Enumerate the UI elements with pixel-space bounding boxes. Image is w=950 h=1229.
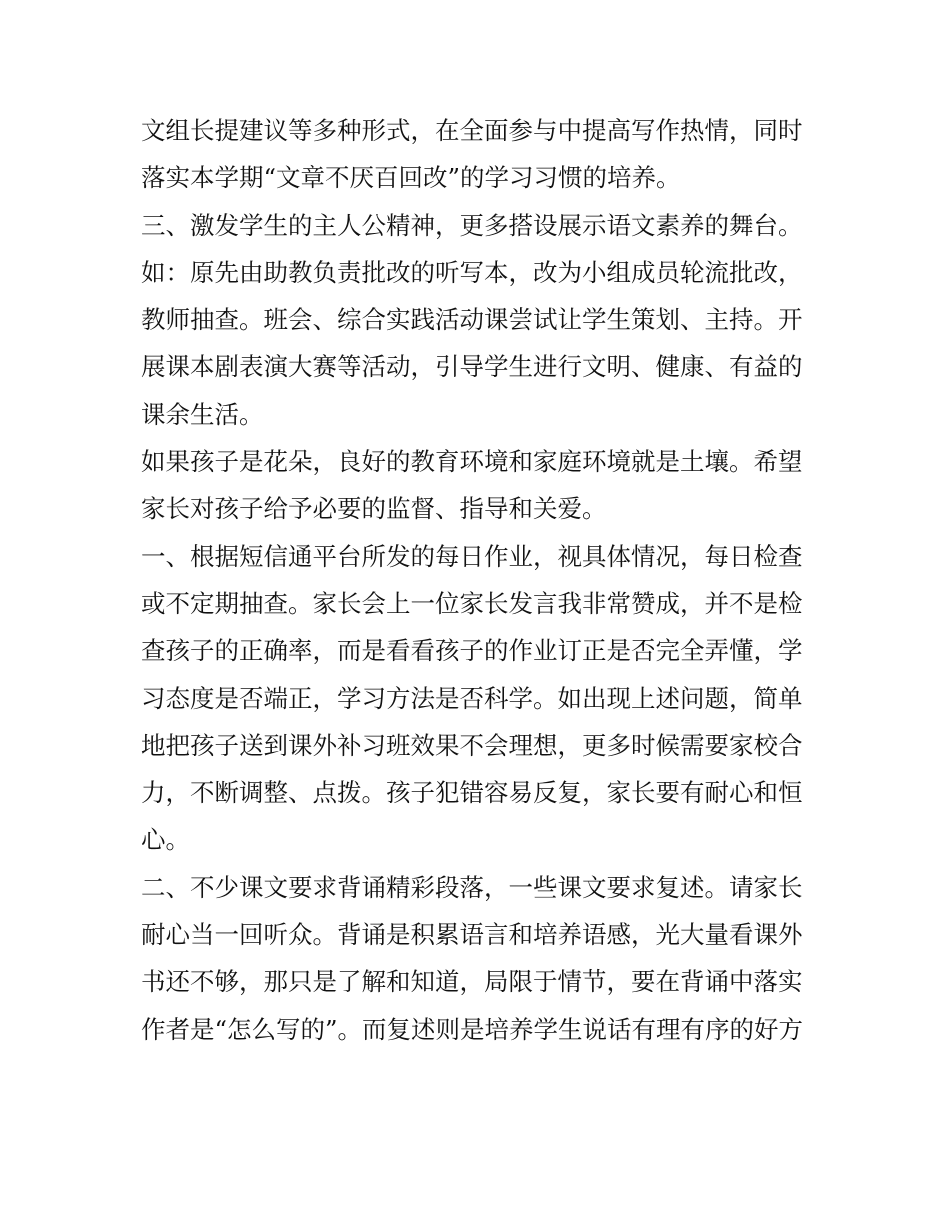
text-line: 习态度是否端正，学习方法是否科学。如出现上述问题，简单 — [141, 683, 803, 713]
text-line: 如：原先由助教负责批改的听写本，改为小组成员轮流批改， — [141, 257, 803, 287]
text-line: 教师抽查。班会、综合实践活动课尝试让学生策划、主持。开 — [141, 305, 803, 335]
text-line: 耐心当一回听众。背诵是积累语言和培养语感，光大量看课外 — [141, 920, 803, 950]
text-line: 课余生活。 — [141, 399, 264, 429]
text-line: 家长对孩子给予必要的监督、指导和关爱。 — [141, 494, 607, 524]
text-line: 力，不断调整、点拨。孩子犯错容易反复，家长要有耐心和恒 — [141, 778, 803, 808]
text-line: 一、根据短信通平台所发的每日作业，视具体情况，每日检查 — [141, 541, 803, 571]
text-line: 落实本学期“文章不厌百回改”的学习习惯的培养。 — [141, 163, 681, 193]
document-body — [141, 107, 821, 1053]
text-line: 展课本剧表演大赛等活动，引导学生进行文明、健康、有益的 — [141, 352, 803, 382]
text-line: 或不定期抽查。家长会上一位家长发言我非常赞成，并不是检 — [141, 588, 803, 618]
text-line: 三、激发学生的主人公精神，更多搭设展示语文素养的舞台。 — [141, 210, 803, 240]
text-line: 地把孩子送到课外补习班效果不会理想，更多时候需要家校合 — [141, 730, 803, 760]
text-line: 心。 — [141, 825, 190, 855]
text-line: 如果孩子是花朵，良好的教育环境和家庭环境就是土壤。希望 — [141, 447, 803, 477]
text-line: 二、不少课文要求背诵精彩段落，一些课文要求复述。请家长 — [141, 872, 803, 902]
text-line: 文组长提建议等多种形式，在全面参与中提高写作热情，同时 — [141, 116, 803, 145]
text-line: 查孩子的正确率，而是看看孩子的作业订正是否完全弄懂，学 — [141, 636, 803, 666]
text-line: 作者是“怎么写的”。而复述则是培养学生说话有理有序的好方 — [141, 1014, 804, 1044]
text-line: 书还不够，那只是了解和知道，局限于情节，要在背诵中落实 — [141, 967, 803, 997]
